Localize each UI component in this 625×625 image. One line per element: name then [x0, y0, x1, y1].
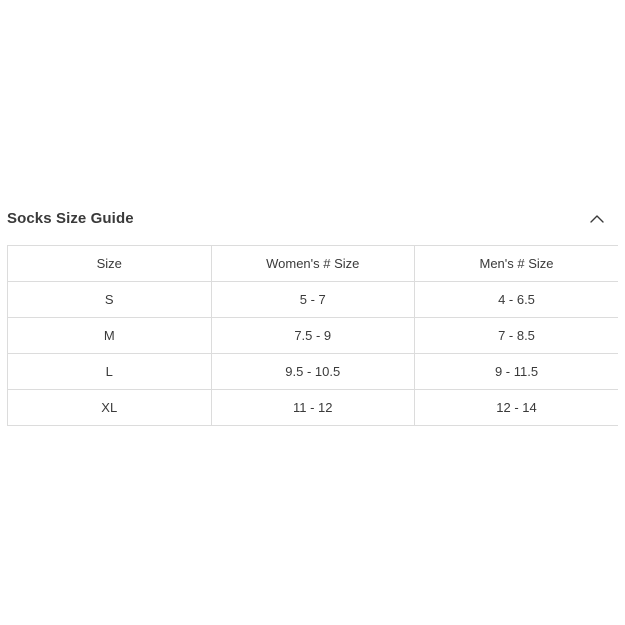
womens-size-cell: 11 - 12 — [211, 390, 415, 426]
collapse-toggle-button[interactable] — [586, 207, 608, 229]
size-guide-title: Socks Size Guide — [7, 209, 134, 227]
table-row — [8, 318, 619, 354]
size-cell: L — [8, 354, 212, 390]
size-guide-accordion — [7, 200, 618, 415]
header-mens-size: Men's # Size — [415, 246, 619, 282]
womens-size-cell: 5 - 7 — [211, 282, 415, 318]
mens-size-cell: 12 - 14 — [415, 390, 619, 426]
womens-size-cell: 7.5 - 9 — [211, 318, 415, 354]
size-cell: M — [8, 318, 212, 354]
accordion-header[interactable] — [7, 200, 618, 236]
header-womens-size: Women's # Size — [211, 246, 415, 282]
womens-size-cell: 9.5 - 10.5 — [211, 354, 415, 390]
mens-size-cell: 7 - 8.5 — [415, 318, 619, 354]
size-cell: S — [8, 282, 212, 318]
table-row — [8, 282, 619, 318]
table-row — [8, 390, 619, 426]
size-cell: XL — [8, 390, 212, 426]
header-size: Size — [8, 246, 212, 282]
table-row — [8, 354, 619, 390]
mens-size-cell: 4 - 6.5 — [415, 282, 619, 318]
chevron-up-icon — [590, 214, 604, 223]
table-header-row — [8, 246, 619, 282]
size-table — [7, 245, 618, 426]
mens-size-cell: 9 - 11.5 — [415, 354, 619, 390]
